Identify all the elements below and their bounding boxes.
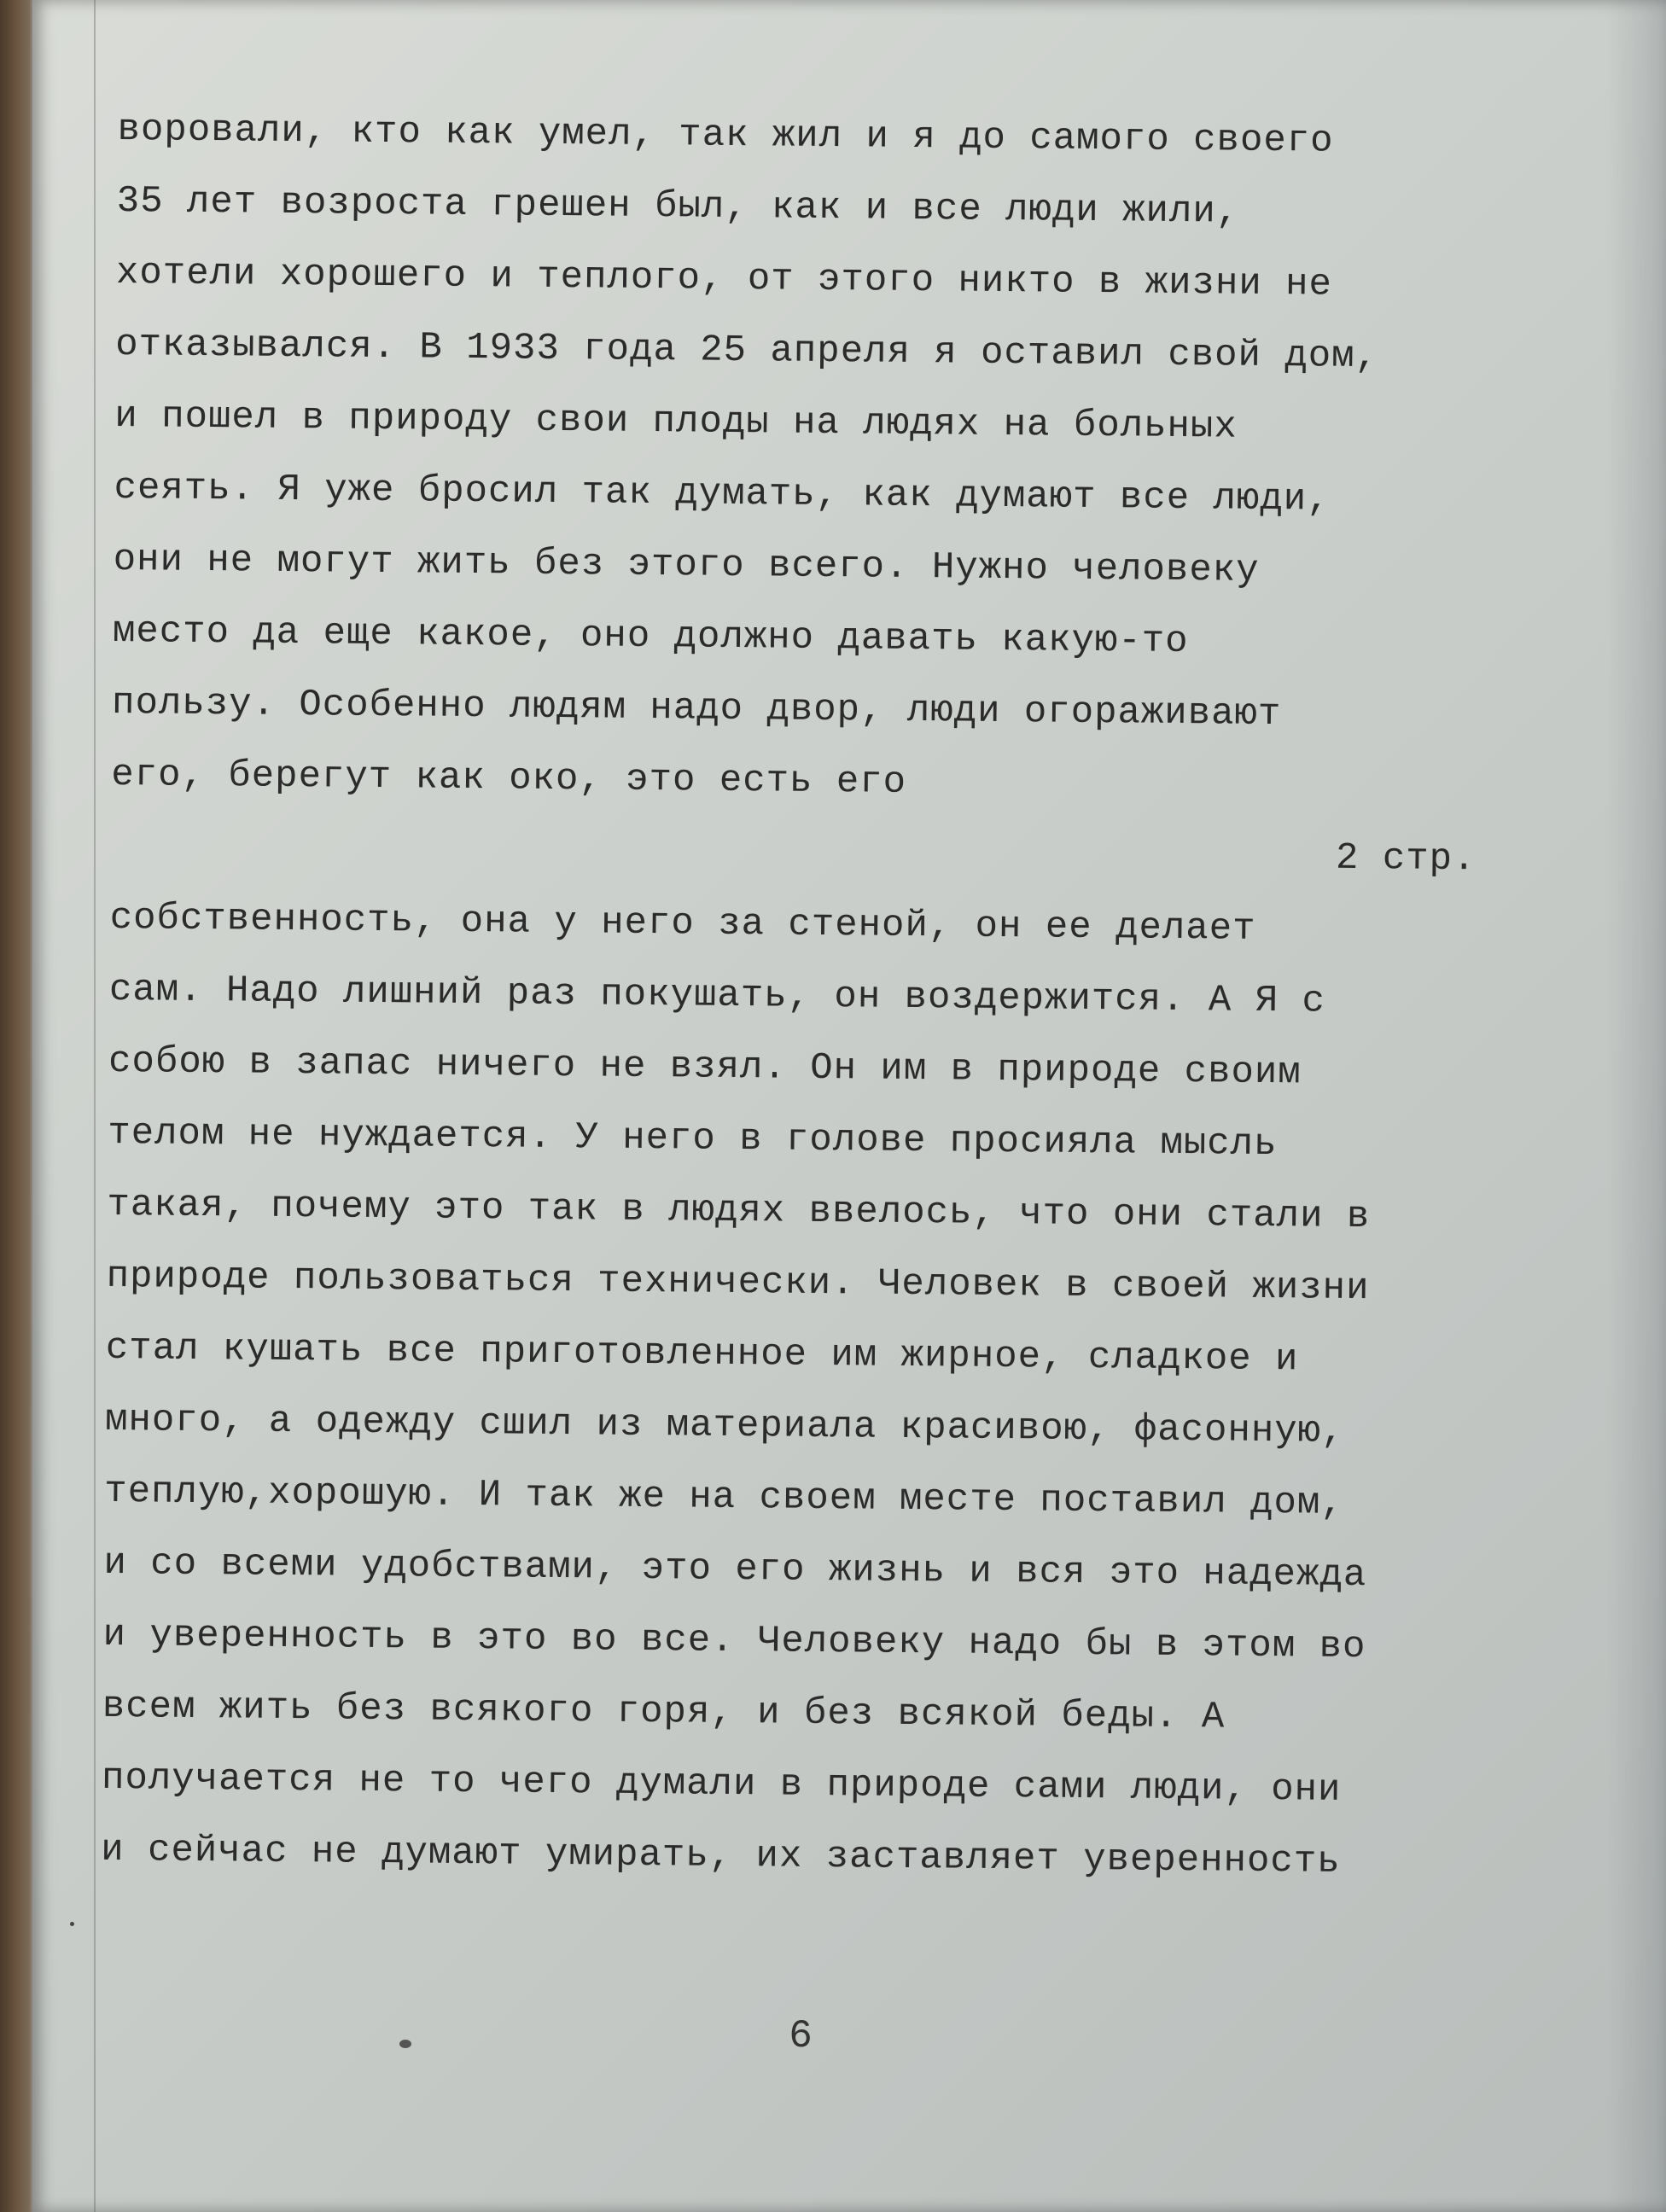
text-line: пользу. Особенно людям надо двор, люди огораживают bbox=[111, 681, 1282, 736]
text-line: получается не то чего думали в природе сами люди, они bbox=[101, 1756, 1342, 1812]
margin-line bbox=[94, 0, 96, 2212]
text-line: теплую,хорошую. И так же на своем месте поставил дом, bbox=[104, 1470, 1344, 1525]
margin-dot bbox=[70, 1922, 74, 1926]
text-line: и уверенность в это во все. Человеку надо бы в этом во bbox=[102, 1613, 1366, 1669]
text-line: сам. Надо лишний раз покушать, он воздержится. А Я с bbox=[108, 968, 1326, 1023]
text-line: природе пользоваться технически. Человек в своей жизни bbox=[106, 1254, 1370, 1311]
text-line: воровали, кто как умел, так жил и я до самого своего bbox=[117, 108, 1334, 163]
text-line: и пошел в природу свои плоды на людях на больных bbox=[114, 394, 1238, 449]
text-line: и со всеми удобствами, это его жизнь и вся это надежда bbox=[103, 1541, 1367, 1598]
page-number: 6 bbox=[789, 2014, 813, 2058]
text-line: 35 лет возроста грешен был, как и все люди жили, bbox=[116, 179, 1240, 234]
page-marker: 2 стр. bbox=[1335, 836, 1477, 882]
text-line: много, а одежду сшил из материала красивою, фасонную, bbox=[104, 1398, 1345, 1453]
document-page bbox=[32, 0, 1666, 2212]
page-edge-shadow bbox=[1606, 0, 1666, 2212]
text-line: всем жить без всякого горя, и без всякой беды. А bbox=[102, 1685, 1226, 1739]
text-line: телом не нуждается. У него в голове просияла мысль bbox=[108, 1111, 1278, 1167]
document-body bbox=[101, 94, 1517, 1900]
text-line: отказывался. В 1933 года 25 апреля я оставил свой дом, bbox=[114, 323, 1379, 379]
text-line: и сейчас не думают умирать, их заставляет уверенность bbox=[101, 1828, 1341, 1883]
text-line: сеять. Я уже бросил так думать, как думают все люди, bbox=[114, 466, 1331, 521]
text-line: такая, почему это так в людях ввелось, что они стали в bbox=[107, 1183, 1371, 1239]
text-line: собственность, она у него за стеной, он ее делает bbox=[109, 896, 1256, 951]
text-line: стал кушать все приготовленное им жирное, сладкое и bbox=[105, 1326, 1299, 1382]
text-line: хотели хорошего и теплого, от этого никто в жизни не bbox=[115, 251, 1333, 306]
text-line: место да еще какое, оно должно давать какую-то bbox=[112, 609, 1189, 664]
text-line: собою в запас ничего не взял. Он им в природе своим bbox=[108, 1039, 1302, 1095]
text-line: его, берегут как око, это есть его bbox=[111, 753, 907, 804]
text-line: они не могут жить без этого всего. Нужно человеку bbox=[113, 538, 1260, 592]
